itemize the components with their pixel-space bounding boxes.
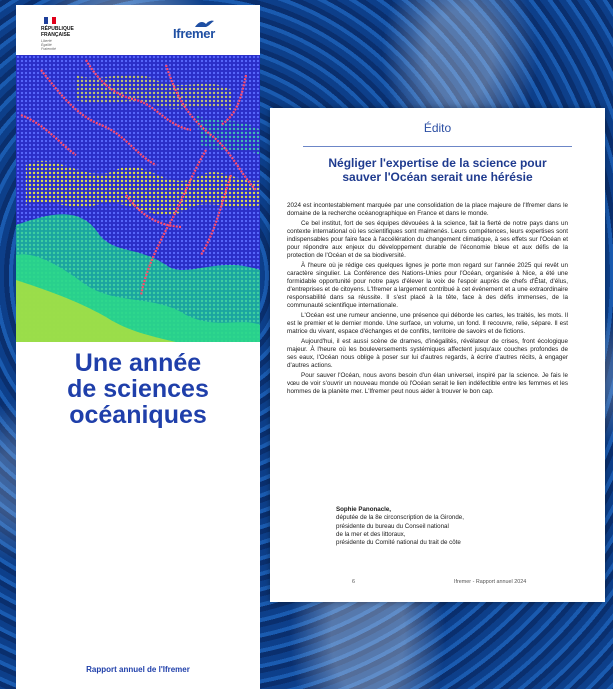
page-number: 6 xyxy=(352,579,355,585)
motto-1: Liberté xyxy=(41,39,52,43)
ifremer-wordmark: Ifremer xyxy=(173,26,215,41)
paragraph: L'Océan est une rumeur ancienne, une présence qui déborde les cartes, les traités, les mots. Il est le premier et le dernier monde. Une surface, un volume, un fond. Il recouvre, relie, sépare. Il est matrice du vivant, espace d'échanges et de conflits, territoire de savoirs et de fictions. xyxy=(287,311,568,336)
edito-body xyxy=(287,202,568,397)
signatory-title: députée de la 8e circonscription de la Gironde, xyxy=(336,514,464,522)
paragraph: Pour sauver l'Océan, nous avons besoin d'un élan universel, inspiré par la science. Je fais le vœu de voir s'ouvrir un nouveau monde où l'Océan serait le lien indéfectible entre les femmes et les hommes de la planète mer. L'Ifremer peut nous aider à trouver le bon cap. xyxy=(287,371,568,395)
paragraph: Aujourd'hui, il est aussi scène de drames, d'inégalités, révélateur de crises, front écologique majeur. À l'heure où les bouleversements systémiques affectent jusqu'aux couches profondes de ses eaux, l'Océan nous oblige à poser sur lui d'autres regards, à écrire d'autres récits, à engager d'autres actions. xyxy=(287,337,568,370)
section-divider xyxy=(303,146,572,147)
paragraph: Ce bel institut, fort de ses équipes dévouées à la science, fait la fierté de notre pays dans un contexte international où les scientifiques sont malmenés. Leurs compétences, leurs expertises sont indispensables pour faire face à l'accélération du changement climatique, à ses effets sur l'Océan et pour répondre aux enjeux du développement durable de l'économie bleue et aux défis de la protection de l'Océan et de sa biodiversité. xyxy=(287,219,568,260)
page-footer: Ifremer - Rapport annuel 2024 xyxy=(454,579,527,585)
cover-title xyxy=(16,350,260,428)
motto-3: Fraternité xyxy=(41,47,56,51)
headline-line-2: sauver l'Océan serait une hérésie xyxy=(342,170,533,184)
signatory-title: présidente du bureau du Conseil national xyxy=(336,522,449,530)
signature-block xyxy=(336,506,464,547)
republique-francaise-logo xyxy=(41,17,81,51)
ifremer-logo xyxy=(173,19,215,41)
french-flag-icon xyxy=(44,17,56,24)
edito-page xyxy=(270,108,605,602)
signatory-title: présidente du Comité national du trait de côte xyxy=(336,539,461,547)
cover-footer: Rapport annuel de l'Ifremer xyxy=(86,665,190,674)
headline-line-1: Négliger l'expertise de la science pour xyxy=(328,156,547,170)
paragraph: 2024 est incontestablement marquée par une consolidation de la place majeure de l'Ifremer dans le domaine de la recherche océanographique en France et dans le monde. xyxy=(287,202,568,218)
headline xyxy=(294,156,581,184)
paragraph: À l'heure où je rédige ces quelques lignes je porte mon regard sur l'année 2025 qui revêt un caractère singulier. La Conférence des Nations-Unies pour l'Océan, organisée à Nice, a été une formidable opportunité pour notre pays d'élever la voix de l'espoir auprès de chefs d'État, d'élus, d'entreprises et de citoyens. L'Ifremer a largement contribué à cet événement et a une extraordinaire responsabilité dans sa réussite. Il s'est placé à la tête, face à des défis immenses, de la communauté scientifique internationale. xyxy=(287,261,568,310)
ocean-data-artwork xyxy=(16,55,260,342)
signatory-title: de la mer et des littoraux, xyxy=(336,530,406,538)
cover-title-line-3: océaniques xyxy=(69,401,207,429)
motto-2: Égalité xyxy=(41,43,52,47)
cover-title-line-1: Une année xyxy=(74,349,202,377)
rf-line-1: RÉPUBLIQUE xyxy=(41,26,74,32)
section-title: Édito xyxy=(423,121,452,135)
cover-title-line-2: de sciences xyxy=(67,375,209,403)
signatory-name: Sophie Panonacle, xyxy=(336,506,392,513)
report-cover xyxy=(16,5,260,689)
rf-line-2: FRANÇAISE xyxy=(41,32,71,38)
